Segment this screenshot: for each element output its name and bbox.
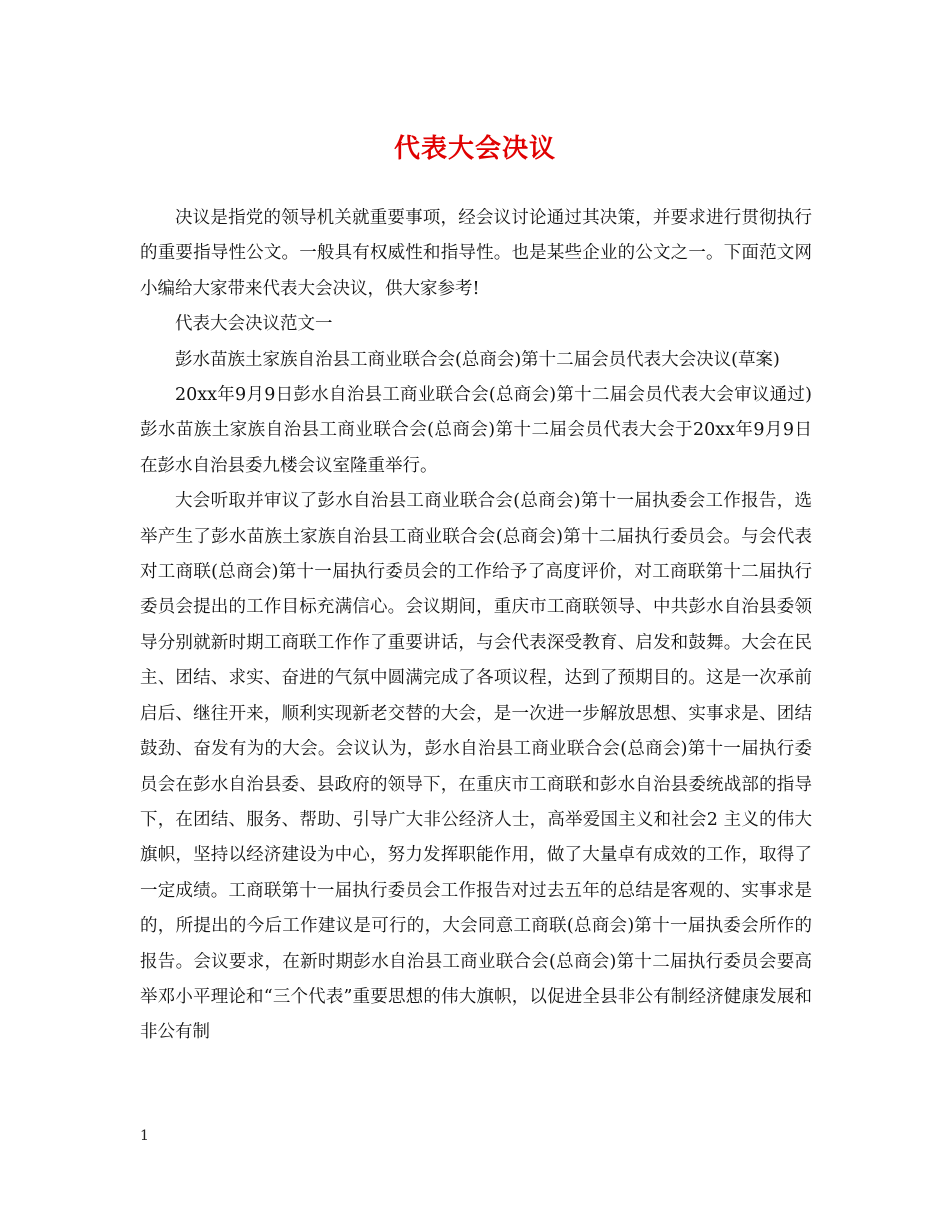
document-title: 代表大会决议 <box>393 134 556 164</box>
paragraph-meeting-info: 20xx年9月9日彭水自治县工商业联合会(总商会)第十二届会员代表大会审议通过)彭水苗族土家族自治县工商业联合会(总商会)第十二届会员代表大会于20xx年9月9日在彭水自治县委九楼会议室隆重举行。 <box>140 385 812 476</box>
document-body <box>140 201 812 1051</box>
paragraph-intro: 决议是指党的领导机关就重要事项，经会议讨论通过其决策，并要求进行贯彻执行的重要指导性公文。一般具有权威性和指导性。也是某些企业的公文之一。下面范文网小编给大家带来代表大会决议，供大家参考! <box>140 208 812 299</box>
paragraph-sample-heading: 代表大会决议范文一 <box>175 314 333 335</box>
paragraph-main-content: 大会听取并审议了彭水自治县工商业联合会(总商会)第十一届执委会工作报告，选举产生了彭水苗族土家族自治县工商业联合会(总商会)第十二届执行委员会。与会代表对工商联(总商会)第十一届执行委员会的工作给予了高度评价，对工商联第十二届执行委员会提出的工作目标充满信心。会议期间，重庆市工商联领导、中共彭水自治县委领导分别就新时期工商联工作作了重要讲话，与会代表深受教育、启发和鼓舞。大会在民主、团结、求实、奋进的气氛中圆满完成了各项议程，达到了预期目的。这是一次承前启后、继往开来，顺利实现新老交替的大会，是一次进一步解放思想、实事求是、团结鼓劲、奋发有为的大会。会议认为，彭水自治县工商业联合会(总商会)第十一届执行委员会在彭水自治县委、县政府的领导下，在重庆市工商联和彭水自治县委统战部的指导下，在团结、服务、帮助、引导广大非公经济人士，高举爱国主义和社会2 主义的伟大旗帜，坚持以经济建设为中心，努力发挥职能作用，做了大量卓有成效的工作，取得了一定成绩。工商联第十一届执行委员会工作报告对过去五年的总结是客观的、实事求是的，所提出的今后工作建议是可行的，大会同意工商联(总商会)第十一届执委会所作的报告。会议要求，在新时期彭水自治县工商业联合会(总商会)第十二届执行委员会要高举邓小平理论和“三个代表”重要思想的伟大旗帜，以促进全县非公有制经济健康发展和非公有制 <box>140 491 812 1043</box>
paragraph-resolution-title: 彭水苗族土家族自治县工商业联合会(总商会)第十二届会员代表大会决议(草案) <box>175 349 780 370</box>
page-number: 1 <box>140 1128 149 1144</box>
